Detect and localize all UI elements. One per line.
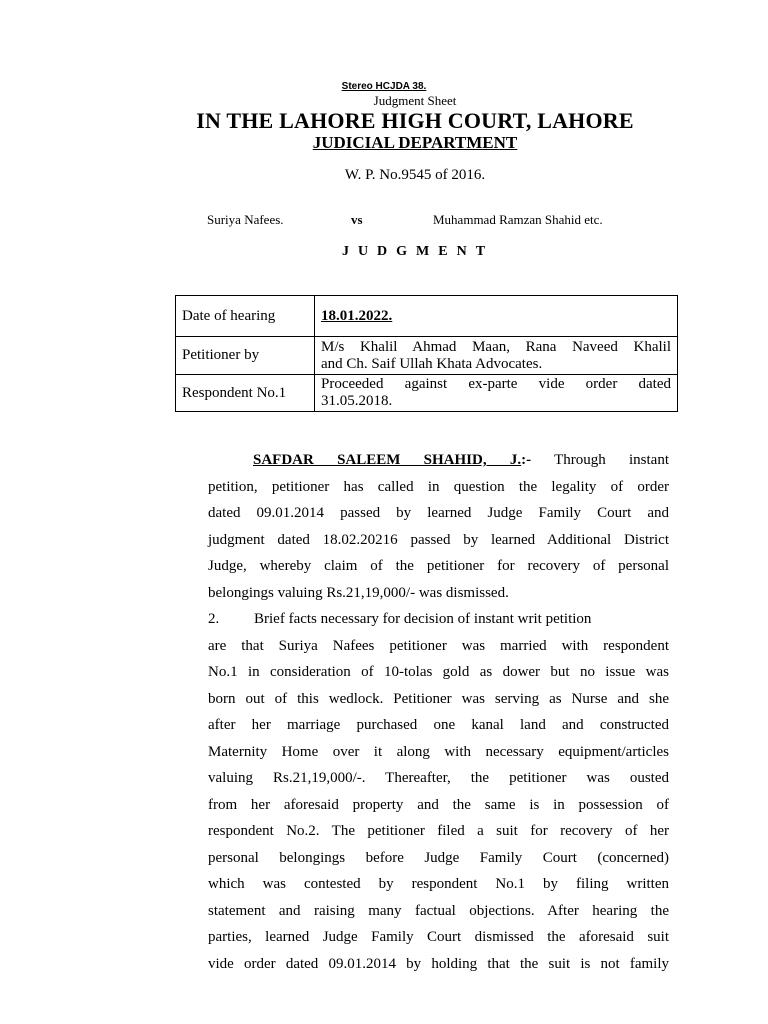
paragraph-line [208, 606, 669, 633]
paragraph-line: Judge, whereby claim of the petitioner for recovery of personal [208, 558, 669, 574]
table-row [176, 375, 678, 412]
paragraph-line: respondent No.2. The petitioner filed a suit for recovery of her [208, 823, 669, 839]
row-value [315, 375, 678, 412]
judge-name [253, 452, 531, 468]
judgment-body [208, 447, 669, 977]
value-line: Proceeded against ex-parte vide order dated [321, 376, 671, 392]
paragraph-line: parties, learned Judge Family Court dismissed the aforesaid suit [208, 929, 669, 945]
paragraph-line: No.1 in consideration of 10-tolas gold as dower but no issue was [208, 664, 669, 680]
value-line: and Ch. Saif Ullah Khata Advocates. [321, 355, 543, 372]
paragraph-line: valuing Rs.21,19,000/-. Thereafter, the petitioner was ousted [208, 770, 669, 786]
paragraph-line: petition, petitioner has called in question the legality of order [208, 478, 669, 495]
paragraph-line: which was contested by respondent No.1 by filing written [208, 876, 669, 892]
paragraph-line: belongings valuing Rs.21,19,000/- was dismissed. [208, 584, 509, 601]
paragraph-line: statement and raising many factual objections. After hearing the [208, 902, 669, 919]
paragraph-line: born out of this wedlock. Petitioner was serving as Nurse and she [208, 690, 669, 707]
paragraph-line: judgment dated 18.02.20216 passed by learned Additional District [208, 531, 669, 548]
paragraph-text: Through instant [554, 452, 669, 468]
respondent-name: Muhammad Ramzan Shahid etc. [433, 212, 603, 227]
paragraph-1 [208, 474, 669, 607]
paragraph-line: after her marriage purchased one kanal land and constructed [208, 717, 669, 733]
row-value [315, 337, 678, 375]
paragraph-line: Maternity Home over it along with necessary equipment/articles [208, 743, 669, 760]
row-key: Petitioner by [176, 337, 315, 375]
case-number: W. P. No.9545 of 2016. [344, 167, 486, 183]
paragraph-number: 2. [208, 611, 220, 627]
judgment-heading: JUDGMENT [341, 244, 495, 259]
department-title: JUDICIAL DEPARTMENT [312, 133, 518, 152]
table-row [176, 337, 678, 375]
paragraph-line: are that Suriya Nafees petitioner was married with respondent [208, 637, 669, 654]
paragraph-line: from her aforesaid property and the same is in possession of [208, 796, 669, 813]
paragraph-line: dated 09.01.2014 passed by learned Judge Family Court and [208, 505, 669, 521]
paragraph-2 [208, 633, 669, 978]
paragraph-line: personal belongings before Judge Family Court (concerned) [208, 849, 669, 866]
petitioner-name: Suriya Nafees. [207, 212, 284, 227]
judge-name-text: SAFDAR SALEEM SHAHID, J. [253, 452, 522, 468]
judge-name-suffix: :- [521, 452, 532, 468]
paragraph-text: Brief facts necessary for decision of instant writ petition [254, 611, 592, 627]
row-key: Respondent No.1 [176, 375, 315, 412]
value-line: 31.05.2018. [321, 393, 393, 409]
hearing-info-table [175, 295, 678, 412]
court-title: IN THE LAHORE HIGH COURT, LAHORE [196, 108, 634, 133]
row-key: Date of hearing [176, 296, 315, 337]
paragraph-line [208, 447, 669, 474]
table-row [176, 296, 678, 337]
hearing-date: 18.01.2022. [321, 307, 393, 324]
row-value [315, 296, 678, 337]
versus-label: vs [351, 212, 363, 227]
value-line: M/s Khalil Ahmad Maan, Rana Naveed Khalil [321, 338, 671, 355]
judgment-sheet-label: Judgment Sheet [373, 93, 457, 108]
stereo-reference: Stereo HCJDA 38. [341, 81, 427, 92]
paragraph-line: vide order dated 09.01.2014 by holding that the suit is not family [208, 955, 669, 972]
